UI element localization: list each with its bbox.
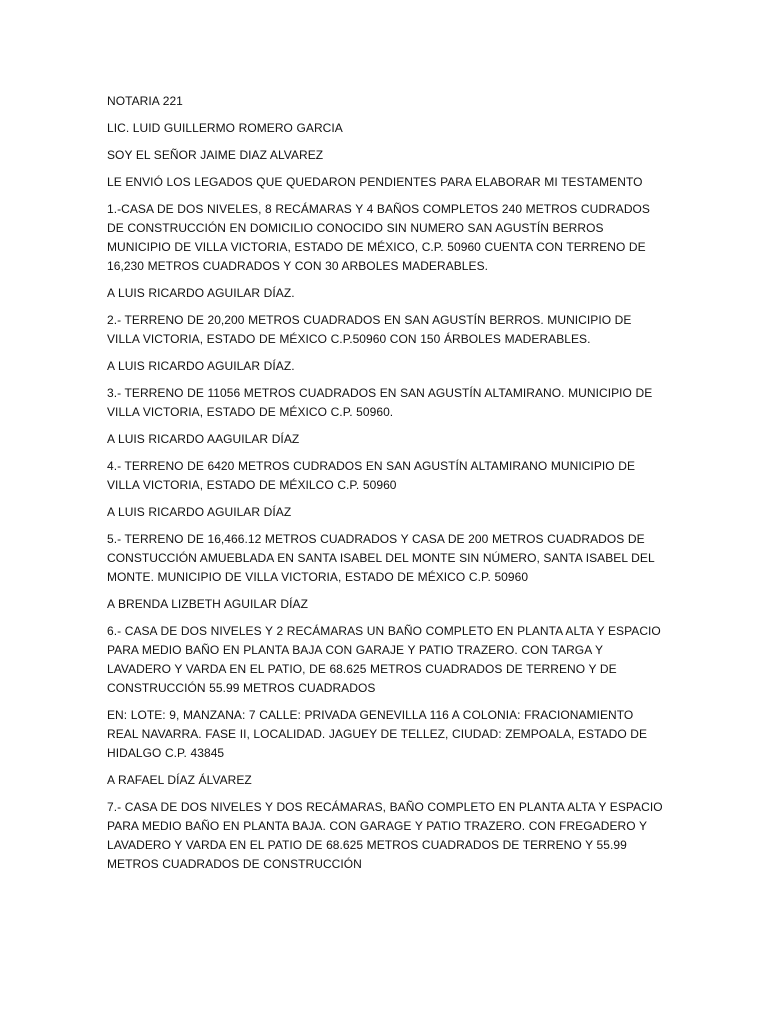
- beneficiary-5: A BRENDA LIZBETH AGUILAR DÍAZ: [107, 597, 308, 611]
- notary-heading: NOTARIA 221: [107, 94, 183, 108]
- beneficiary-3: A LUIS RICARDO AAGUILAR DÍAZ: [107, 432, 300, 446]
- legacy-item-6: 6.- CASA DE DOS NIVELES Y 2 RECÁMARAS UN BAÑO COMPLETO EN PLANTA ALTA Y ESPACIO PARA MEDIO BAÑO EN PLANTA BAJA CON GARAJE Y PATIO TRAZERO. CON TARGA Y LAVADERO Y VARDA EN EL PATIO, DE 68.625 METROS CUADRADOS DE TERRENO Y DE CONSTRUCCIÓN 55.99 METROS CUADRADOS: [107, 624, 661, 695]
- document-body: [107, 92, 667, 882]
- notary-name: LIC. LUID GUILLERMO ROMERO GARCIA: [107, 121, 343, 135]
- legacy-item-1: 1.-CASA DE DOS NIVELES, 8 RECÁMARAS Y 4 BAÑOS COMPLETOS 240 METROS CUDRADOS DE CONSTRUCCIÓN EN DOMICILIO CONOCIDO SIN NUMERO SAN AGUSTÍN BERROS MUNICIPIO DE VILLA VICTORIA, ESTADO DE MÉXICO, C.P. 50960 CUENTA CON TERRENO DE 16,230 METROS CUADRADOS Y CON 30 ARBOLES MADERABLES.: [107, 202, 650, 273]
- beneficiary-2: A LUIS RICARDO AGUILAR DÍAZ.: [107, 359, 295, 373]
- legacy-item-4: 4.- TERRENO DE 6420 METROS CUDRADOS EN SAN AGUSTÍN ALTAMIRANO MUNICIPIO DE VILLA VICTORIA, ESTADO DE MÉXILCO C.P. 50960: [107, 459, 635, 492]
- beneficiary-6: A RAFAEL DÍAZ ÁLVAREZ: [107, 773, 252, 787]
- legacy-item-3: 3.- TERRENO DE 11056 METROS CUADRADOS EN SAN AGUSTÍN ALTAMIRANO. MUNICIPIO DE VILLA VICTORIA, ESTADO DE MÉXICO C.P. 50960.: [107, 386, 653, 419]
- legacy-item-2: 2.- TERRENO DE 20,200 METROS CUADRADOS EN SAN AGUSTÍN BERROS. MUNICIPIO DE VILLA VICTORIA, ESTADO DE MÉXICO C.P.50960 CON 150 ÁRBOLES MADERABLES.: [107, 313, 632, 346]
- beneficiary-1: A LUIS RICARDO AGUILAR DÍAZ.: [107, 286, 295, 300]
- legacy-item-7: 7.- CASA DE DOS NIVELES Y DOS RECÁMARAS, BAÑO COMPLETO EN PLANTA ALTA Y ESPACIO PARA MEDIO BAÑO EN PLANTA BAJA. CON GARAGE Y PATIO TRAZERO. CON FREGADERO Y LAVADERO Y VARDA EN EL PATIO DE 68.625 METROS CUADRADOS DE TERRENO Y 55.99 METROS CUADRADOS DE CONSTRUCCIÓN: [107, 800, 663, 871]
- testator-intro: SOY EL SEÑOR JAIME DIAZ ALVAREZ: [107, 148, 324, 162]
- purpose-statement: LE ENVIÓ LOS LEGADOS QUE QUEDARON PENDIENTES PARA ELABORAR MI TESTAMENTO: [107, 175, 643, 189]
- legacy-item-6-address: EN: LOTE: 9, MANZANA: 7 CALLE: PRIVADA GENEVILLA 116 A COLONIA: FRACIONAMIENTO REAL NAVARRA. FASE II, LOCALIDAD. JAGUEY DE TELLEZ, CIUDAD: ZEMPOALA, ESTADO DE HIDALGO C.P. 43845: [107, 708, 648, 760]
- legacy-item-5: 5.- TERRENO DE 16,466.12 METROS CUADRADOS Y CASA DE 200 METROS CUADRADOS DE CONSTUCCIÓN AMUEBLADA EN SANTA ISABEL DEL MONTE SIN NÚMERO, SANTA ISABEL DEL MONTE. MUNICIPIO DE VILLA VICTORIA, ESTADO DE MÉXICO C.P. 50960: [107, 532, 655, 584]
- beneficiary-4: A LUIS RICARDO AGUILAR DÍAZ: [107, 505, 292, 519]
